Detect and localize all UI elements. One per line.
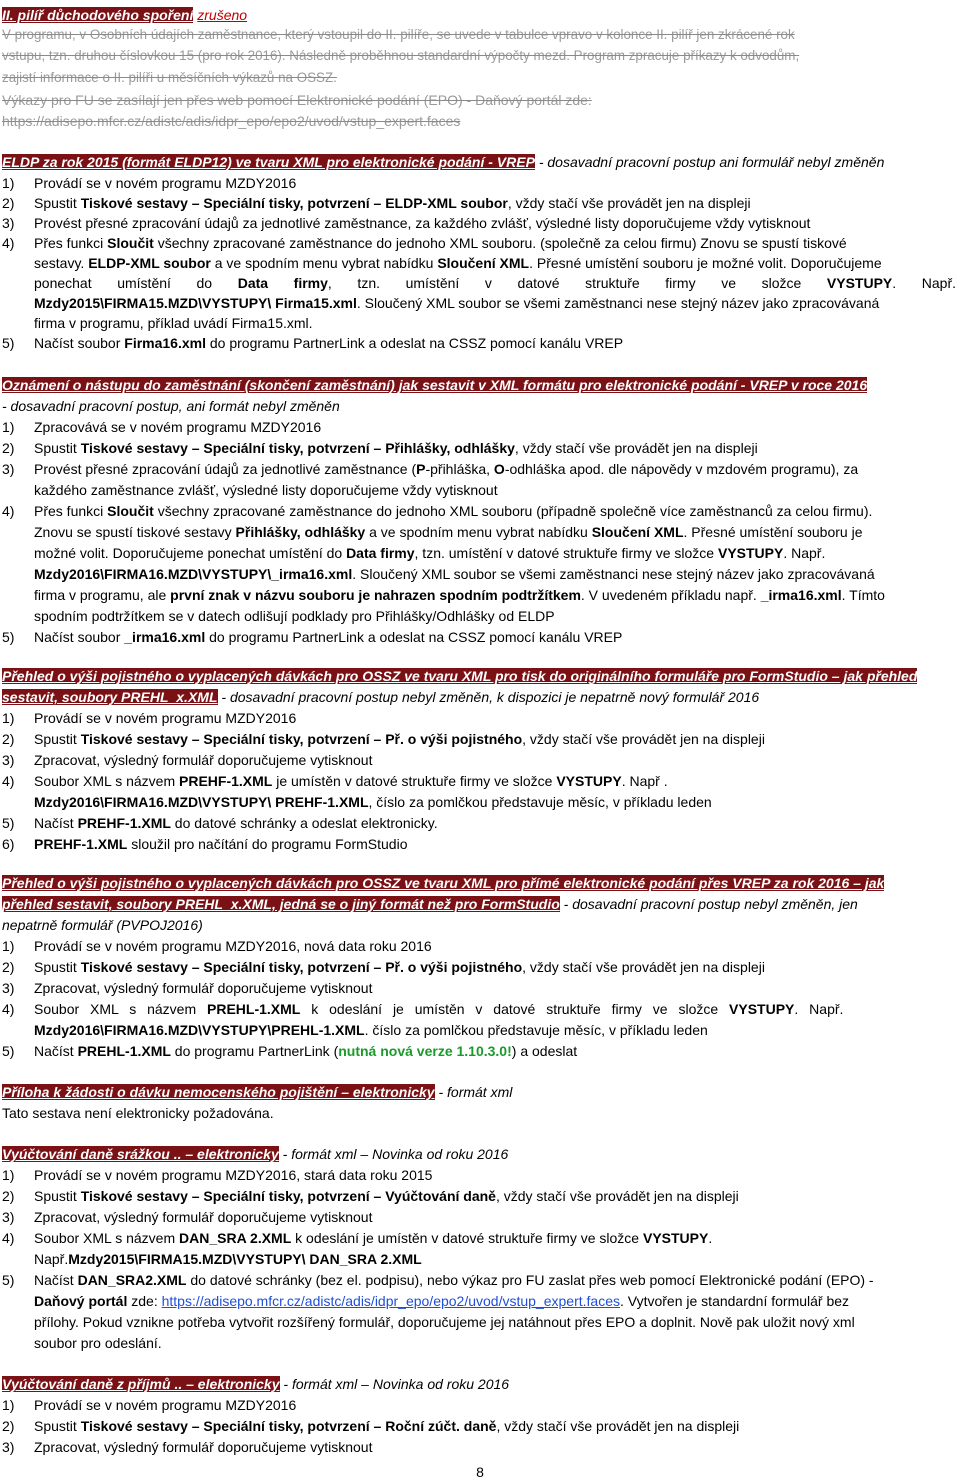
step-number: 2) (2, 1188, 15, 1204)
step-number: 2) (2, 195, 15, 211)
step-text: Provádí se v novém programu MZDY2016 (34, 710, 297, 726)
step-number: 3) (2, 752, 15, 768)
version-note: nutná nová verze 1.10.3.0! (338, 1043, 512, 1059)
eldp-step-4-line-2 (2, 253, 956, 273)
step-bold: Sloučit (107, 235, 154, 251)
step-text: , vždy stačí vše provádět jen na displeji (514, 440, 758, 456)
vyuct-srazkou-step-5-line-3: přílohy. Pokud vznikne potřeba vytvořit rozšířený formulář, doporučujeme jej natáhnout přes EPO a doplnit. Nově pak uložit nový xml (34, 1314, 855, 1330)
step-text: do programu PartnerLink a odeslat na CSSZ pomocí kanálu VREP (205, 629, 623, 645)
step-text: Načíst (34, 1272, 78, 1288)
step-text: Provádí se v novém programu MZDY2016, stará data roku 2015 (34, 1167, 433, 1183)
step-text: ) a odeslat (511, 1043, 578, 1059)
step-bold: VYSTUPY (717, 545, 784, 561)
oznameni-step-5 (2, 627, 956, 647)
step-bold: O (493, 461, 505, 477)
step-text: Zpracovat, výsledný formulář doporučujeme vytisknout (34, 1439, 373, 1455)
eldp-step-2 (2, 193, 956, 213)
step-bold: PREHL-1.XML (207, 1001, 301, 1017)
step-bold: Daňový portál (34, 1293, 128, 1309)
step-text: všechny zpracované zaměstnance do jednoho XML souboru. (společně za celou firmu) Znovu se spustí tiskové (153, 235, 847, 251)
epo-link[interactable]: https://adisepo.mfcr.cz/adistc/adis/idpr_epo/epo2/uvod/vstup_expert.faces (161, 1293, 620, 1309)
oznameni-step-3-line-1 (2, 459, 956, 479)
step-bold: Tiskové sestavy – Speciální tisky, potvrzení – Vyúčtování daně (80, 1188, 496, 1204)
step-text: . Např. (783, 545, 826, 561)
step-text: Načíst soubor (34, 335, 125, 351)
step-text: do programu PartnerLink a odeslat na CSSZ pomocí kanálu VREP (205, 335, 624, 351)
vyuct-srazkou-heading-line (2, 1144, 956, 1164)
step-text: firma v programu, ale (34, 587, 171, 603)
step-bold: PREHF-1.XML (34, 836, 128, 852)
prehl-fs-step-4-line-2 (2, 792, 956, 812)
step-text: Např. (34, 1251, 69, 1267)
step-text: , tzn. umístění v datové struktuře firmy ve složce (414, 545, 718, 561)
vyuct-prijmu-heading-note: - formát xml – Novinka od roku 2016 (279, 1376, 510, 1392)
vyuct-srazkou-step-4-line-1 (2, 1228, 956, 1248)
vyuct-prijmu-step-3 (2, 1437, 956, 1457)
step-text: Provádí se v novém programu MZDY2016, nová data roku 2016 (34, 938, 432, 954)
prehl-fs-heading-line-2 (2, 687, 956, 707)
step-number: 1) (2, 710, 15, 726)
vyuct-srazkou-heading-note: - formát xml – Novinka od roku 2016 (278, 1146, 509, 1162)
oznameni-step-4-line-5 (2, 585, 956, 605)
step-number: 4) (2, 235, 15, 251)
eldp-step-1 (2, 173, 956, 193)
eldp-step-4-line-3 (2, 273, 956, 293)
step-bold: _irma16.xml (124, 629, 206, 645)
step-text: -odhláška apod. dle nápovědy v mzdovém programu), za (504, 461, 859, 477)
step-bold: Tiskové sestavy – Speciální tisky, potvrzení – Př. o výši pojistného (80, 731, 523, 747)
step-bold: Mzdy2016\FIRMA16.MZD\VYSTUPY\ PREHF-1.XML (34, 794, 369, 810)
vyuct-prijmu-heading-line (2, 1374, 956, 1394)
intro-title: II. pilíř důchodového spoření (2, 7, 194, 23)
step-bold: Mzdy2016\FIRMA16.MZD\VYSTUPY\_irma16.xml (34, 566, 353, 582)
step-text: . Přesné umístění souboru je (683, 524, 863, 540)
step-number: 3) (2, 461, 15, 477)
step-bold: VYSTUPY (556, 773, 622, 789)
step-bold: _irma16.xml (760, 587, 842, 603)
step-bold: Data firmy (346, 545, 415, 561)
step-text: Provádí se v novém programu MZDY2016 (34, 1397, 297, 1413)
prehl-vrep-step-1 (2, 936, 956, 956)
step-text: . Např. (892, 275, 957, 291)
intro-title-suffix: zrušeno (197, 7, 248, 23)
step-bold: Sloučení XML (591, 524, 684, 540)
step-text: možné volit. Doporučujeme ponechat umístění do (34, 545, 347, 561)
step-text: Soubor XML s názvem (34, 1230, 179, 1246)
vyuct-srazkou-heading: Vyúčtování daně srážkou .. – elektronicky (2, 1146, 279, 1162)
step-bold: Tiskové sestavy – Speciální tisky, potvrzení – Přihlášky, odhlášky (80, 440, 515, 456)
step-text: do programu PartnerLink ( (170, 1043, 339, 1059)
step-text: , tzn. umístění v datové struktuře firmy ve složce (327, 275, 827, 291)
step-bold: první znak v názvu souboru je nahrazen spodním podtržítkem (170, 587, 581, 603)
prehl-vrep-step-3 (2, 978, 956, 998)
step-text: . Tímto (841, 587, 885, 603)
step-text: . Sloučený XML soubor se všemi zaměstnanci nese stejný název jako zpracovávaná (352, 566, 875, 582)
prehl-fs-heading-line-1 (2, 666, 956, 686)
vyuct-srazkou-step-5-line-4: soubor pro odeslání. (34, 1335, 162, 1351)
priloha-heading-note: - formát xml (434, 1084, 513, 1100)
step-text: , vždy stačí vše provádět jen na displeji (495, 1188, 739, 1204)
step-bold: Sloučení XML (437, 255, 530, 271)
step-text: Znovu se spustí tiskové sestavy (34, 524, 236, 540)
step-text: zde: (127, 1293, 162, 1309)
step-number: 1) (2, 938, 15, 954)
step-text: . číslo za pomlčkou představuje měsíc, v příkladu leden (364, 1022, 708, 1038)
step-text: Zpracovává se v novém programu MZDY2016 (34, 419, 322, 435)
step-number: 1) (2, 1167, 15, 1183)
step-text: Spustit (34, 731, 81, 747)
step-text: k odeslání je umístěn v datové struktuře firmy ve složce (291, 1230, 643, 1246)
step-number: 2) (2, 1418, 15, 1434)
step-number: 5) (2, 335, 15, 351)
step-text: k odeslání je umístěn v datové struktuře firmy ve složce (300, 1001, 730, 1017)
step-number: 3) (2, 1209, 15, 1225)
step-bold: Data firmy (237, 275, 328, 291)
step-text: sestavy. (34, 255, 89, 271)
step-text: ponechat umístění do (34, 275, 238, 291)
step-text: Přes funkci (34, 235, 108, 251)
eldp-step-5 (2, 333, 956, 353)
step-text: Načíst (34, 815, 78, 831)
step-bold: VYSTUPY (826, 275, 893, 291)
prehl-fs-step-6 (2, 834, 956, 854)
prehl-fs-heading-1: Přehled o výši pojistného o vyplacených dávkách pro OSSZ ve tvaru XML pro tisk do originálního formuláře pro FormStudio – jak přehled (2, 668, 918, 684)
prehl-fs-step-1 (2, 708, 956, 728)
step-bold: Mzdy2015\FIRMA15.MZD\VYSTUPY\ Firma15.xml (34, 295, 357, 311)
vyuct-srazkou-step-4-line-2 (2, 1249, 956, 1269)
step-text: Zpracovat, výsledný formulář doporučujeme vytisknout (34, 752, 373, 768)
step-text: Spustit (34, 195, 81, 211)
step-number: 3) (2, 980, 15, 996)
step-text: Spustit (34, 440, 81, 456)
step-text: . Přesné umístění souboru je možné volit. Doporučujeme (529, 255, 882, 271)
prehl-vrep-heading-1: Přehled o výši pojistného o vyplacených dávkách pro OSSZ ve tvaru XML pro přímé elektronické podání přes VREP za rok 2016 – jak (2, 875, 885, 891)
intro-line-4-text: Výkazy pro FU se zasílají jen přes web pomocí Elektronické podání (EPO) - Daňový portál zde: (2, 92, 592, 108)
prehl-vrep-step-4-line-1 (2, 999, 956, 1019)
step-number: 5) (2, 815, 15, 831)
prehl-vrep-heading-line-2 (2, 894, 956, 914)
step-number: 2) (2, 440, 15, 456)
step-text: Načíst soubor (34, 629, 125, 645)
step-number: 2) (2, 731, 15, 747)
step-text: Provádí se v novém programu MZDY2016 (34, 175, 297, 191)
step-text: , vždy stačí vše provádět jen na displeji (496, 1418, 740, 1434)
prehl-vrep-heading-note: - dosavadní pracovní postup nebyl změněn, jen (559, 896, 858, 912)
prehl-vrep-step-2 (2, 957, 956, 977)
step-number: 5) (2, 1043, 15, 1059)
step-text: sloužil pro načítání do programu FormStudio (127, 836, 408, 852)
priloha-heading: Příloha k žádosti o dávku nemocenského pojištění – elektronicky (2, 1084, 435, 1100)
prehl-fs-step-5 (2, 813, 956, 833)
step-bold: PREHF-1.XML (179, 773, 273, 789)
intro-line-1: V programu, v Osobních údajích zaměstnance, který vstoupil do II. pilíře, se uvede v tabulce vpravo v kolonce II. pilíř jen zkrácené rok (2, 27, 795, 42)
oznameni-step-3-line-2: každého zaměstnance zvlášť, výsledné listy doporučujeme vždy vytisknout (34, 482, 498, 498)
step-text: . Např . (621, 773, 668, 789)
step-text: Provést přesné zpracování údajů za jednotlivé zaměstnance, za každého zvlášť, výsledné listy doporučujeme vždy vytisknout (34, 215, 811, 231)
step-text: Přes funkci (34, 503, 108, 519)
step-bold: DAN_SRA2.XML (77, 1272, 187, 1288)
oznameni-step-4-line-3 (2, 543, 956, 563)
oznameni-step-4-line-1 (2, 501, 956, 521)
step-number: 6) (2, 836, 15, 852)
eldp-step-3 (2, 213, 956, 233)
prehl-vrep-heading-line-1 (2, 873, 956, 893)
vyuct-srazkou-step-1 (2, 1165, 956, 1185)
step-number: 2) (2, 959, 15, 975)
step-text: Zpracovat, výsledný formulář doporučujeme vytisknout (34, 980, 373, 996)
priloha-text: Tato sestava není elektronicky požadována. (2, 1105, 274, 1121)
prehl-fs-step-4-line-1 (2, 771, 956, 791)
step-bold: PREHL-1.XML (77, 1043, 171, 1059)
step-bold: Sloučit (107, 503, 154, 519)
step-text: a ve spodním menu vybrat nabídku (210, 255, 438, 271)
step-number: 1) (2, 419, 15, 435)
oznameni-note: - dosavadní pracovní postup, ani formát nebyl změněn (2, 398, 340, 414)
oznameni-step-4-line-4 (2, 564, 956, 584)
intro-title-line (2, 5, 956, 25)
step-bold: PREHF-1.XML (77, 815, 171, 831)
prehl-vrep-step-4-line-2 (2, 1020, 956, 1040)
prehl-fs-heading-2: sestavit, soubory PREHL_x.XML (2, 689, 218, 705)
step-text: Soubor XML s názvem (34, 1001, 207, 1017)
step-bold: Firma16.xml (124, 335, 206, 351)
step-text: Spustit (34, 1188, 81, 1204)
priloha-heading-line (2, 1082, 956, 1102)
step-bold: Tiskové sestavy – Speciální tisky, potvrzení – Roční zúčt. daně (80, 1418, 497, 1434)
step-bold: P (416, 461, 426, 477)
step-text: , vždy stačí vše provádět jen na displeji (522, 731, 765, 747)
eldp-step-4-line-1 (2, 233, 956, 253)
step-text: všechny zpracované zaměstnance do jednoho XML souboru (případně společně více zaměstnanců za celou firmu). (153, 503, 873, 519)
step-number: 3) (2, 1439, 15, 1455)
vyuct-prijmu-step-2 (2, 1416, 956, 1436)
step-text: . Sloučený XML soubor se všemi zaměstnanci nese stejný název jako zpracovávaná (356, 295, 880, 311)
prehl-fs-heading-note: - dosavadní pracovní postup nebyl změněn, k dispozici je nepatrně nový formulář 2016 (217, 689, 760, 705)
prehl-fs-step-3 (2, 750, 956, 770)
step-bold: Mzdy2016\FIRMA16.MZD\VYSTUPY\PREHL-1.XML (34, 1022, 365, 1038)
step-text: do datové schránky (bez el. podpisu), nebo výkaz pro FU zaslat přes web pomocí Elektronické podání (EPO) - (186, 1272, 874, 1288)
step-text: . Např. (794, 1001, 844, 1017)
step-text: . Vytvořen je standardní formulář bez (620, 1293, 850, 1309)
vyuct-srazkou-step-5-line-1 (2, 1270, 956, 1290)
eldp-step-4-line-4 (2, 293, 956, 313)
step-bold: DAN_SRA 2.XML (179, 1230, 292, 1246)
oznameni-step-4-line-6: spodním podtržítkem se v datech odlišují podklady pro Přihlášky/Odhlášky od ELDP (34, 608, 555, 624)
vyuct-prijmu-heading: Vyúčtování daně z příjmů .. – elektronicky (2, 1376, 280, 1392)
prehl-vrep-heading-line-3: nepatrně formulář (PVPOJ2016) (2, 917, 203, 933)
step-number: 1) (2, 175, 15, 191)
step-text: , vždy stačí vše provádět jen na displeji (522, 959, 765, 975)
step-number: 4) (2, 773, 15, 789)
eldp-step-4-line-5: firma v programu, příklad uvádí Firma15.xml. (34, 315, 313, 331)
vyuct-srazkou-step-2 (2, 1186, 956, 1206)
step-bold: ELDP-XML soubor (88, 255, 211, 271)
step-text: Provést přesné zpracování údajů za jednotlivé zaměstnance ( (34, 461, 417, 477)
step-bold: Mzdy2015\FIRMA15.MZD\VYSTUPY\ DAN_SRA 2.XML (68, 1251, 422, 1267)
step-text: a ve spodním menu vybrat nabídku (365, 524, 592, 540)
step-text: . V uvedeném příkladu např. (580, 587, 761, 603)
vyuct-srazkou-step-5-line-2 (2, 1291, 956, 1311)
intro-line-4 (2, 90, 956, 110)
step-text: je umístěn v datové struktuře firmy ve složce (272, 773, 557, 789)
step-text: , vždy stačí vše provádět jen na displeji (507, 195, 751, 211)
oznameni-heading: Oznámení o nástupu do zaměstnání (skončení zaměstnání) jak sestavit v XML formátu pro elektronické podání - VREP v roce 2016 (2, 377, 868, 393)
oznameni-step-4-line-2 (2, 522, 956, 542)
oznameni-heading-line (2, 375, 956, 395)
eldp-heading-line (2, 152, 956, 172)
step-number: 4) (2, 503, 15, 519)
step-text: Načíst (34, 1043, 78, 1059)
step-text: , číslo za pomlčkou představuje měsíc, v příkladu leden (368, 794, 712, 810)
step-bold: Tiskové sestavy – Speciální tisky, potvrzení – Př. o výši pojistného (80, 959, 523, 975)
step-bold: VYSTUPY (642, 1230, 709, 1246)
eldp-heading-note: - dosavadní pracovní postup ani formulář nebyl změněn (534, 154, 885, 170)
step-number: 1) (2, 1397, 15, 1413)
prehl-fs-step-2 (2, 729, 956, 749)
step-text: do datové schránky a odeslat elektronicky. (170, 815, 438, 831)
step-text: Zpracovat, výsledný formulář doporučujeme vytisknout (34, 1209, 373, 1225)
intro-line-3: zajistí informace o II. pilíři u měsíčních výkazů na OSSZ. (2, 70, 337, 85)
oznameni-step-1 (2, 417, 956, 437)
oznameni-step-2 (2, 438, 956, 458)
step-text: Soubor XML s názvem (34, 773, 179, 789)
eldp-heading: ELDP za rok 2015 (formát ELDP12) ve tvaru XML pro elektronické podání - VREP (2, 154, 535, 170)
step-text: -přihláška, (425, 461, 494, 477)
step-number: 5) (2, 629, 15, 645)
step-number: 3) (2, 215, 15, 231)
step-bold: VYSTUPY (729, 1001, 795, 1017)
step-number: 4) (2, 1001, 15, 1017)
prehl-vrep-heading-2: přehled sestavit, soubory PREHL_x.XML, jedná se o jiný formát než pro FormStudio (2, 896, 560, 912)
step-text: . (708, 1230, 713, 1246)
step-text: Spustit (34, 1418, 81, 1434)
prehl-vrep-step-5 (2, 1041, 956, 1061)
step-number: 5) (2, 1272, 15, 1288)
vyuct-prijmu-step-1 (2, 1395, 956, 1415)
intro-line-5: https://adisepo.mfcr.cz/adistc/adis/idpr_epo/epo2/uvod/vstup_expert.faces (2, 113, 461, 129)
step-number: 4) (2, 1230, 15, 1246)
vyuct-srazkou-step-3 (2, 1207, 956, 1227)
step-text: Spustit (34, 959, 81, 975)
step-bold: Přihlášky, odhlášky (235, 524, 366, 540)
step-bold: Tiskové sestavy – Speciální tisky, potvrzení – ELDP-XML soubor (80, 195, 508, 211)
intro-line-2: vstupu, tzn. druhou číslovkou 15 (pro rok 2016). Následně proběhnou standardní výpočty mezd. Program zpracuje příkazy k odvodům, (2, 48, 800, 63)
page-number: 8 (476, 1464, 484, 1480)
